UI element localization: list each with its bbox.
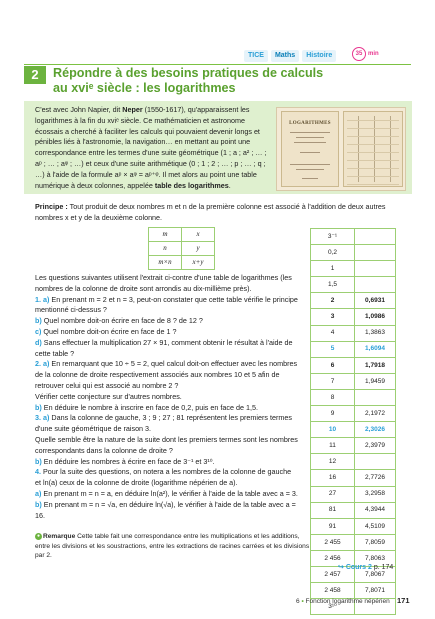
course-reference-page: p. 174 <box>371 564 394 571</box>
principle-text <box>35 201 413 223</box>
table-cell-left: 11 <box>311 438 355 454</box>
principle-body: Tout produit de deux nombres m et n de la première colonne est associé à l'addition de deux autres nombres x et y de la deuxième colonne. <box>35 202 386 223</box>
table-cell-right <box>355 229 396 245</box>
remark-text: Cette table fait une correspondance entre les multiplications et les additions, entre les divisions et les soustractions, entre les extractions de racines carrées et les divisions par 2. <box>35 533 310 560</box>
table-cell-left: 6 <box>311 357 355 373</box>
table-cell-right <box>355 454 396 470</box>
intro-text-post: . <box>228 180 231 190</box>
question-1a: 1. a) En prenant m = 2 et n = 3, peut-on constater que cette table vérifie le principe mentionné ci-dessus ? <box>35 294 298 315</box>
table-row <box>311 277 396 293</box>
tag-tice: TICE <box>244 50 268 62</box>
logarithm-table <box>310 228 396 615</box>
question-1b: b) Quel nombre doit-on écrire en face de 8 ? de 12 ? <box>35 316 203 326</box>
table-cell-left: 10 <box>311 422 355 438</box>
intro-text <box>35 105 270 191</box>
table-cell-right: 1,3863 <box>355 325 396 341</box>
table-cell: n <box>149 242 182 256</box>
activity-number: 2 <box>24 66 46 84</box>
remark-label: Remarque <box>43 533 76 540</box>
questions-intro: Les questions suivantes utilisent l'extrait ci-contre d'une table de logarithmes (les nombres de la colonne de droite sont arrondis au dix-millième près). <box>35 273 292 293</box>
question-3a-end: Quelle semble être la nature de la suite dont les premiers termes sont les nombres correspondants dans la colonne de droite ? <box>35 434 298 455</box>
table-cell-left: 7 <box>311 373 355 389</box>
table-cell-left: 3 <box>311 309 355 325</box>
course-reference-label: Cours 2 <box>345 564 372 571</box>
question-3b: b) En déduire les nombres à écrire en face de 3⁻¹ et 3¹⁰. <box>35 456 215 466</box>
table-cell-right: 2,7726 <box>355 470 396 486</box>
table-row <box>311 534 396 550</box>
table-cell-left: 2 458 <box>311 583 355 599</box>
tag-histoire: Histoire <box>302 50 336 62</box>
question-1c: c) Quel nombre doit-on écrire en face de 1 ? <box>35 326 177 336</box>
activity-title <box>53 66 353 96</box>
table-cell-left: 3¹⁰ <box>311 599 355 615</box>
table-row <box>311 325 396 341</box>
table-row <box>149 242 215 256</box>
book-title: LOGARITHMES <box>289 121 331 126</box>
table-row <box>311 357 396 373</box>
table-row <box>311 309 396 325</box>
table-cell: m <box>149 228 182 242</box>
table-cell-right: 2,3026 <box>355 422 396 438</box>
question-4a: a) En prenant m = n = a, en déduire ln(a²), le vérifier à l'aide de la table avec a = 3. <box>35 488 298 498</box>
table-cell-left: 1 <box>311 261 355 277</box>
table-cell-right: 7,8067 <box>355 566 396 582</box>
table-cell-left: 8 <box>311 389 355 405</box>
table-cell-right: 7,8071 <box>355 583 396 599</box>
table-row <box>149 228 215 242</box>
question-4: 4. Pour la suite des questions, on notera a les nombres de la colonne de gauche et ln(a) ceux de la colonne de droite (logarithme népérien de a). <box>35 467 292 488</box>
tag-maths: Maths <box>271 50 299 62</box>
course-reference-link[interactable] <box>338 563 393 573</box>
question-1d: d) Sans effectuer la multiplication 27 × 91, comment obtenir le résultat à l'aide de cette table ? <box>35 337 293 358</box>
table-cell-left: 5 <box>311 341 355 357</box>
page-number: 171 <box>397 596 410 605</box>
book-left-page <box>281 111 339 187</box>
table-cell: x <box>182 228 215 242</box>
table-cell-right <box>355 245 396 261</box>
table-cell-left: 1,5 <box>311 277 355 293</box>
table-cell-right: 4,5109 <box>355 518 396 534</box>
question-2a: 2. a) En remarquant que 10 ÷ 5 = 2, quel calcul doit-on effectuer avec les nombres de la colonne de droite respectivement associés aux nombres 10 et 5 afin de retrouver celui qui est associé au nombre 2 ? <box>35 359 298 390</box>
table-cell: m×n <box>149 256 182 270</box>
table-cell-left: 9 <box>311 406 355 422</box>
table-cell-right <box>355 277 396 293</box>
table-cell-right <box>355 389 396 405</box>
intro-text-pre: C'est avec John Napier, dit <box>35 105 123 114</box>
table-cell-left: 2 457 <box>311 566 355 582</box>
table-cell-right: 0,6931 <box>355 293 396 309</box>
table-row <box>311 389 396 405</box>
table-cell-left: 2 455 <box>311 534 355 550</box>
table-cell-left: 0,2 <box>311 245 355 261</box>
table-cell-left: 2 <box>311 293 355 309</box>
remark <box>35 532 310 561</box>
time-unit: min <box>368 50 379 57</box>
title-line-2: au xviᵉ siècle : les logarithmes <box>53 81 236 96</box>
table-cell-left: 2 456 <box>311 550 355 566</box>
table-cell-right: 3,2958 <box>355 486 396 502</box>
table-cell-right: 2,1972 <box>355 406 396 422</box>
clock-icon: 35 <box>352 47 366 61</box>
subject-tags <box>244 50 336 62</box>
separator-icon: • <box>301 598 304 605</box>
table-cell-right: 4,3944 <box>355 502 396 518</box>
intro-name: Neper <box>122 105 143 114</box>
arrow-icon: ↪ <box>338 564 344 571</box>
table-row <box>311 438 396 454</box>
table-cell-right: 1,7918 <box>355 357 396 373</box>
table-row <box>311 293 396 309</box>
historical-book-image <box>276 107 406 191</box>
table-cell-right: 7,8059 <box>355 534 396 550</box>
question-3a: 3. a) Dans la colonne de gauche, 3 ; 9 ; 27 ; 81 représentent les premiers termes d'une suite géométrique de raison 3. <box>35 413 292 434</box>
title-line-1: Répondre à des besoins pratiques de calculs <box>53 66 324 80</box>
table-cell-right: 1,9459 <box>355 373 396 389</box>
table-row <box>311 470 396 486</box>
footer-chapter <box>296 597 390 606</box>
principle-label: Principe : <box>35 202 68 211</box>
table-row <box>311 406 396 422</box>
intro-text-end: Il met alors au point une table numérique à deux colonnes, appelée <box>35 169 257 190</box>
table-row <box>311 422 396 438</box>
chapter-title: Fonction logarithme népérien <box>305 598 390 605</box>
table-cell-left: 91 <box>311 518 355 534</box>
table-cell-left: 3⁻¹ <box>311 229 355 245</box>
table-cell: x+y <box>182 256 215 270</box>
book-right-page <box>343 111 403 187</box>
table-row <box>311 245 396 261</box>
table-row <box>311 454 396 470</box>
table-cell-right: 1,6094 <box>355 341 396 357</box>
questions <box>35 273 299 521</box>
chapter-number: 6 <box>296 598 300 605</box>
table-row <box>311 518 396 534</box>
intro-text-mid: (1550-1617), qu'apparaissent les logarithmes à la fin du xviᵉ siècle. Ce mathématicien et astronome écossais a cherché à faciliter les calculs qui pouvaient devenir longs et pénibles liés à l'astronomie, la navigation… en mettant au point une correspondance entre les termes d'une suite géométrique (1 ; a ; a² ; … ; aᵖ ; … ; aᵠ ; …) et ceux d'une suite arithmétique (0 ; 1 ; 2 ; … ; p ; … ; q ; …) à l'aide de la formule aᵖ × aᵠ = aᵖ⁺ᵠ. <box>35 105 267 179</box>
intro-table-term: table des logarithmes <box>154 180 229 190</box>
table-row <box>311 229 396 245</box>
table-row <box>311 502 396 518</box>
table-row <box>311 341 396 357</box>
question-2b: b) En déduire le nombre à inscrire en face de 0,2, puis en face de 1,5. <box>35 402 258 412</box>
table-cell-left: 16 <box>311 470 355 486</box>
table-cell-left: 27 <box>311 486 355 502</box>
table-cell-right: 2,3979 <box>355 438 396 454</box>
table-row <box>311 261 396 277</box>
table-cell-right: 1,0986 <box>355 309 396 325</box>
time-badge <box>352 47 379 61</box>
table-row <box>311 373 396 389</box>
table-row <box>311 486 396 502</box>
remark-icon: ● <box>36 532 41 539</box>
table-cell-right: 7,8063 <box>355 550 396 566</box>
table-cell-left: 12 <box>311 454 355 470</box>
table-cell-left: 4 <box>311 325 355 341</box>
question-2a-end: Vérifier cette conjecture sur d'autres nombres. <box>35 391 182 401</box>
table-cell-right <box>355 261 396 277</box>
table-row <box>149 256 215 270</box>
principle-table <box>148 227 215 270</box>
table-cell-left: 81 <box>311 502 355 518</box>
question-4b: b) En prenant m = n = √a, en déduire ln(√a), le vérifier à l'aide de la table avec a = 16. <box>35 499 296 520</box>
table-cell: y <box>182 242 215 256</box>
